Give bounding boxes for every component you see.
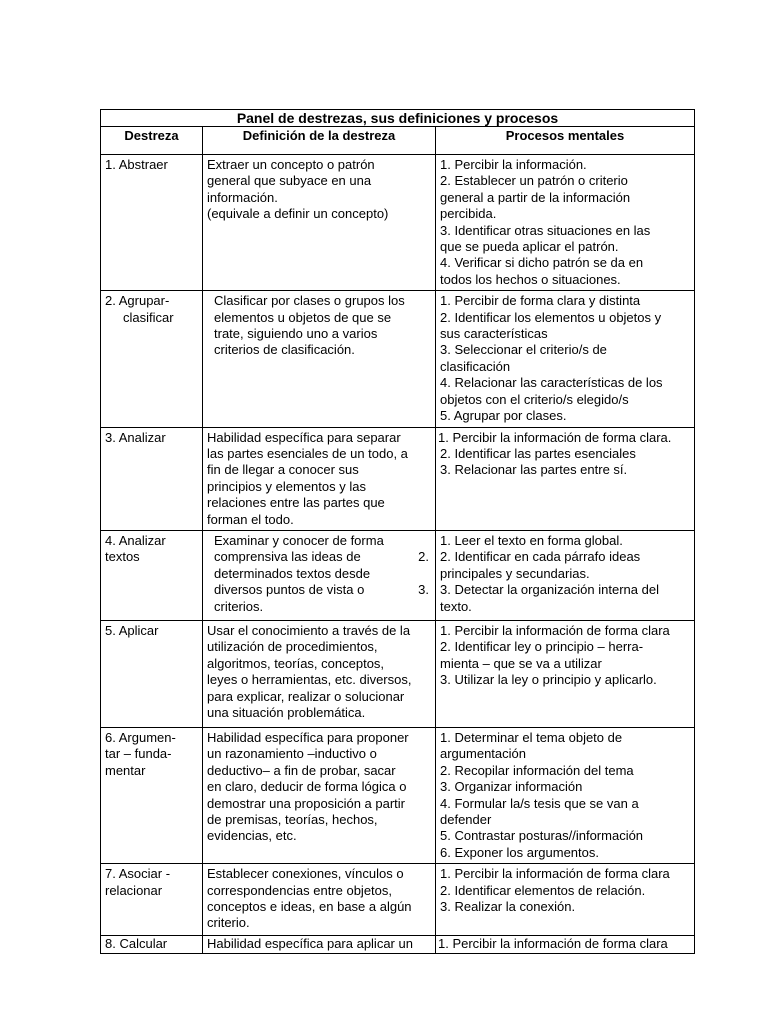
process-line: mienta – que se va a utilizar: [440, 655, 602, 671]
process-line: general a partir de la información: [440, 189, 631, 205]
table-header-row: [101, 127, 695, 155]
process-line: 1. Leer el texto en forma global.: [440, 532, 623, 548]
skill-name: 2. Agrupar-: [105, 293, 170, 309]
definition-line: una situación problemática.: [207, 704, 366, 720]
definition-line: elementos u objetos de que se: [214, 309, 392, 325]
definition-line: fin de llegar a conocer sus: [207, 462, 359, 478]
process-line: 2. Identificar elementos de relación.: [440, 882, 646, 898]
process-line: 1. Percibir la información de forma clara: [440, 866, 670, 882]
process-line: argumentación: [440, 746, 526, 762]
process-line: texto.: [440, 598, 472, 614]
table-row: [101, 427, 695, 530]
skill-name-cont: mentar: [105, 762, 146, 778]
definition-line: general que subyace en una: [207, 173, 372, 189]
skill-name: 1. Abstraer: [105, 157, 168, 172]
process-line: 5. Contrastar posturas//información: [440, 828, 644, 844]
definition-line: conceptos e ideas, en base a algún: [207, 899, 412, 914]
definition-line: [214, 533, 431, 549]
process-line: 4. Formular la/s tesis que se van a: [440, 795, 639, 811]
definition-line: [214, 582, 431, 598]
definition-line: trate, siguiendo uno a varios: [214, 326, 378, 342]
table-row: [101, 727, 695, 863]
definition-line: las partes esenciales de un todo, a: [207, 445, 408, 461]
skill-name: 3. Analizar: [105, 429, 166, 445]
process-line: 3. Identificar otras situaciones en las: [440, 222, 651, 238]
definition-line: criterio.: [207, 915, 250, 931]
process-line: todos los hechos o situaciones.: [440, 271, 621, 287]
skill-cell: [101, 864, 203, 936]
definition-line: [214, 549, 431, 565]
table-title-row: [101, 110, 695, 127]
table-row: [101, 936, 695, 953]
processes-cell: [436, 155, 695, 291]
definition-line: forman el todo.: [207, 511, 294, 527]
definition-line: Usar el conocimiento a través de la: [207, 622, 411, 638]
skill-name: 6. Argumen-: [105, 729, 176, 745]
definition-line: utilización de procedimientos,: [207, 639, 378, 655]
definition-line: Establecer conexiones, vínculos o: [207, 866, 404, 882]
skill-name-cont: tar – funda-: [105, 746, 172, 762]
skill-cell: [101, 530, 203, 620]
definition-line: (equivale a definir un concepto): [207, 206, 389, 222]
process-line: 4. Verificar si dicho patrón se da en: [440, 255, 644, 271]
definition-cell: [203, 155, 436, 291]
table-row: [101, 155, 695, 291]
skill-name-cont: relacionar: [105, 882, 163, 898]
process-line: 2. Identificar en cada párrafo ideas: [440, 549, 641, 565]
definition-line: relaciones entre las partes que: [207, 495, 385, 511]
processes-cell: [436, 936, 695, 953]
definition-line: evidencias, etc.: [207, 828, 297, 844]
definition-line: Habilidad específica para proponer: [207, 729, 409, 745]
skills-table: [100, 109, 695, 954]
header-definition: Definición de la destreza: [203, 127, 436, 155]
table-row: [101, 530, 695, 620]
definition-cell: [203, 427, 436, 530]
definition-text: comprensiva las ideas de: [214, 549, 361, 565]
skill-cell: [101, 727, 203, 863]
process-line: 3. Organizar información: [440, 779, 583, 795]
processes-cell: [436, 620, 695, 727]
process-line: 2. Recopilar información del tema: [440, 762, 634, 778]
skill-name: 7. Asociar -: [105, 866, 171, 882]
process-line: percibida.: [440, 206, 497, 222]
skill-cell: [101, 427, 203, 530]
process-line: clasificación: [440, 358, 511, 374]
skill-cell: [101, 936, 203, 953]
skill-cell: [101, 155, 203, 291]
definition-line: deductivo– a fin de probar, sacar: [207, 762, 396, 778]
process-line: 3. Realizar la conexión.: [440, 899, 576, 914]
definition-line: para explicar, realizar o solucionar: [207, 688, 405, 704]
process-line: 2. Establecer un patrón o criterio: [440, 173, 628, 189]
header-skill: Destreza: [101, 127, 203, 155]
definition-line: leyes o herramientas, etc. diversos,: [207, 672, 412, 688]
processes-cell: [436, 291, 695, 427]
skill-name: 5. Aplicar: [105, 622, 159, 638]
definition-line: principios y elementos y las: [207, 478, 366, 494]
process-line: objetos con el criterio/s elegido/s: [440, 391, 629, 407]
process-line: 1. Determinar el tema objeto de: [440, 729, 623, 745]
definition-line: un razonamiento –inductivo o: [207, 746, 377, 762]
side-number: 2.: [418, 549, 429, 565]
process-line: 1. Percibir de forma clara y distinta: [440, 293, 641, 309]
skill-name-cont: clasificar: [123, 309, 174, 325]
definition-cell: [203, 620, 436, 727]
definition-line: de premisas, teorías, hechos,: [207, 811, 378, 827]
definition-line: Extraer un concepto o patrón: [207, 157, 375, 172]
process-line: principales y secundarias.: [440, 565, 590, 581]
table-title: Panel de destrezas, sus definiciones y procesos: [101, 110, 695, 127]
definition-text: diversos puntos de vista o: [214, 582, 365, 598]
header-processes: Procesos mentales: [436, 127, 695, 155]
definition-text: Examinar y conocer de forma: [214, 532, 384, 548]
definition-line: criterios de clasificación.: [214, 342, 355, 358]
process-line: 1. Percibir la información de forma clara: [438, 936, 668, 952]
skill-cell: [101, 291, 203, 427]
definition-line: correspondencias entre objetos,: [207, 882, 393, 898]
definition-line: demostrar una proposición a partir: [207, 795, 405, 811]
process-line: 2. Identificar ley o principio – herra-: [440, 639, 644, 655]
skill-name-cont: textos: [105, 549, 140, 565]
definition-line: Habilidad específica para aplicar un: [207, 936, 413, 952]
definition-cell: [203, 727, 436, 863]
process-line: sus características: [440, 326, 548, 342]
process-line: 5. Agrupar por clases.: [440, 408, 567, 424]
table-row: [101, 620, 695, 727]
process-line: defender: [440, 811, 492, 827]
definition-line: en claro, deducir de forma lógica o: [207, 779, 407, 795]
process-line: 3. Seleccionar el criterio/s de: [440, 342, 607, 358]
processes-cell: [436, 427, 695, 530]
table-row: [101, 864, 695, 936]
skill-name: 8. Calcular: [105, 936, 168, 952]
process-line: 4. Relacionar las características de los: [440, 375, 663, 391]
side-number: 3.: [418, 582, 429, 598]
document-page: [100, 109, 694, 954]
process-line: 2. Identificar los elementos u objetos y: [440, 309, 662, 325]
definition-text: criterios.: [214, 598, 264, 614]
process-line: 3. Utilizar la ley o principio y aplicarlo.: [440, 672, 657, 688]
definition-line: [214, 566, 431, 582]
definition-line: Habilidad específica para separar: [207, 429, 401, 445]
definition-line: información.: [207, 189, 278, 205]
table-row: [101, 291, 695, 427]
definition-line: [214, 599, 431, 615]
skill-name: 4. Analizar: [105, 532, 166, 548]
process-line: 3. Relacionar las partes entre sí.: [440, 462, 628, 478]
definition-cell: [203, 291, 436, 427]
definition-cell: [203, 936, 436, 953]
process-line: 1. Percibir la información.: [440, 157, 587, 172]
definition-line: algoritmos, teorías, conceptos,: [207, 655, 385, 671]
definition-line: Clasificar por clases o grupos los: [214, 293, 405, 309]
processes-cell: [436, 864, 695, 936]
process-line: 1. Percibir la información de forma clara: [440, 622, 670, 638]
skill-cell: [101, 620, 203, 727]
process-line: 2. Identificar las partes esenciales: [440, 445, 636, 461]
process-line: 3. Detectar la organización interna del: [440, 582, 659, 598]
process-line: 6. Exponer los argumentos.: [440, 844, 599, 860]
processes-cell: [436, 727, 695, 863]
process-line: que se pueda aplicar el patrón.: [440, 239, 619, 255]
process-line: 1. Percibir la información de forma clara.: [438, 429, 672, 445]
definition-cell: [203, 864, 436, 936]
processes-cell: [436, 530, 695, 620]
definition-cell: [203, 530, 436, 620]
definition-text: determinados textos desde: [214, 565, 371, 581]
